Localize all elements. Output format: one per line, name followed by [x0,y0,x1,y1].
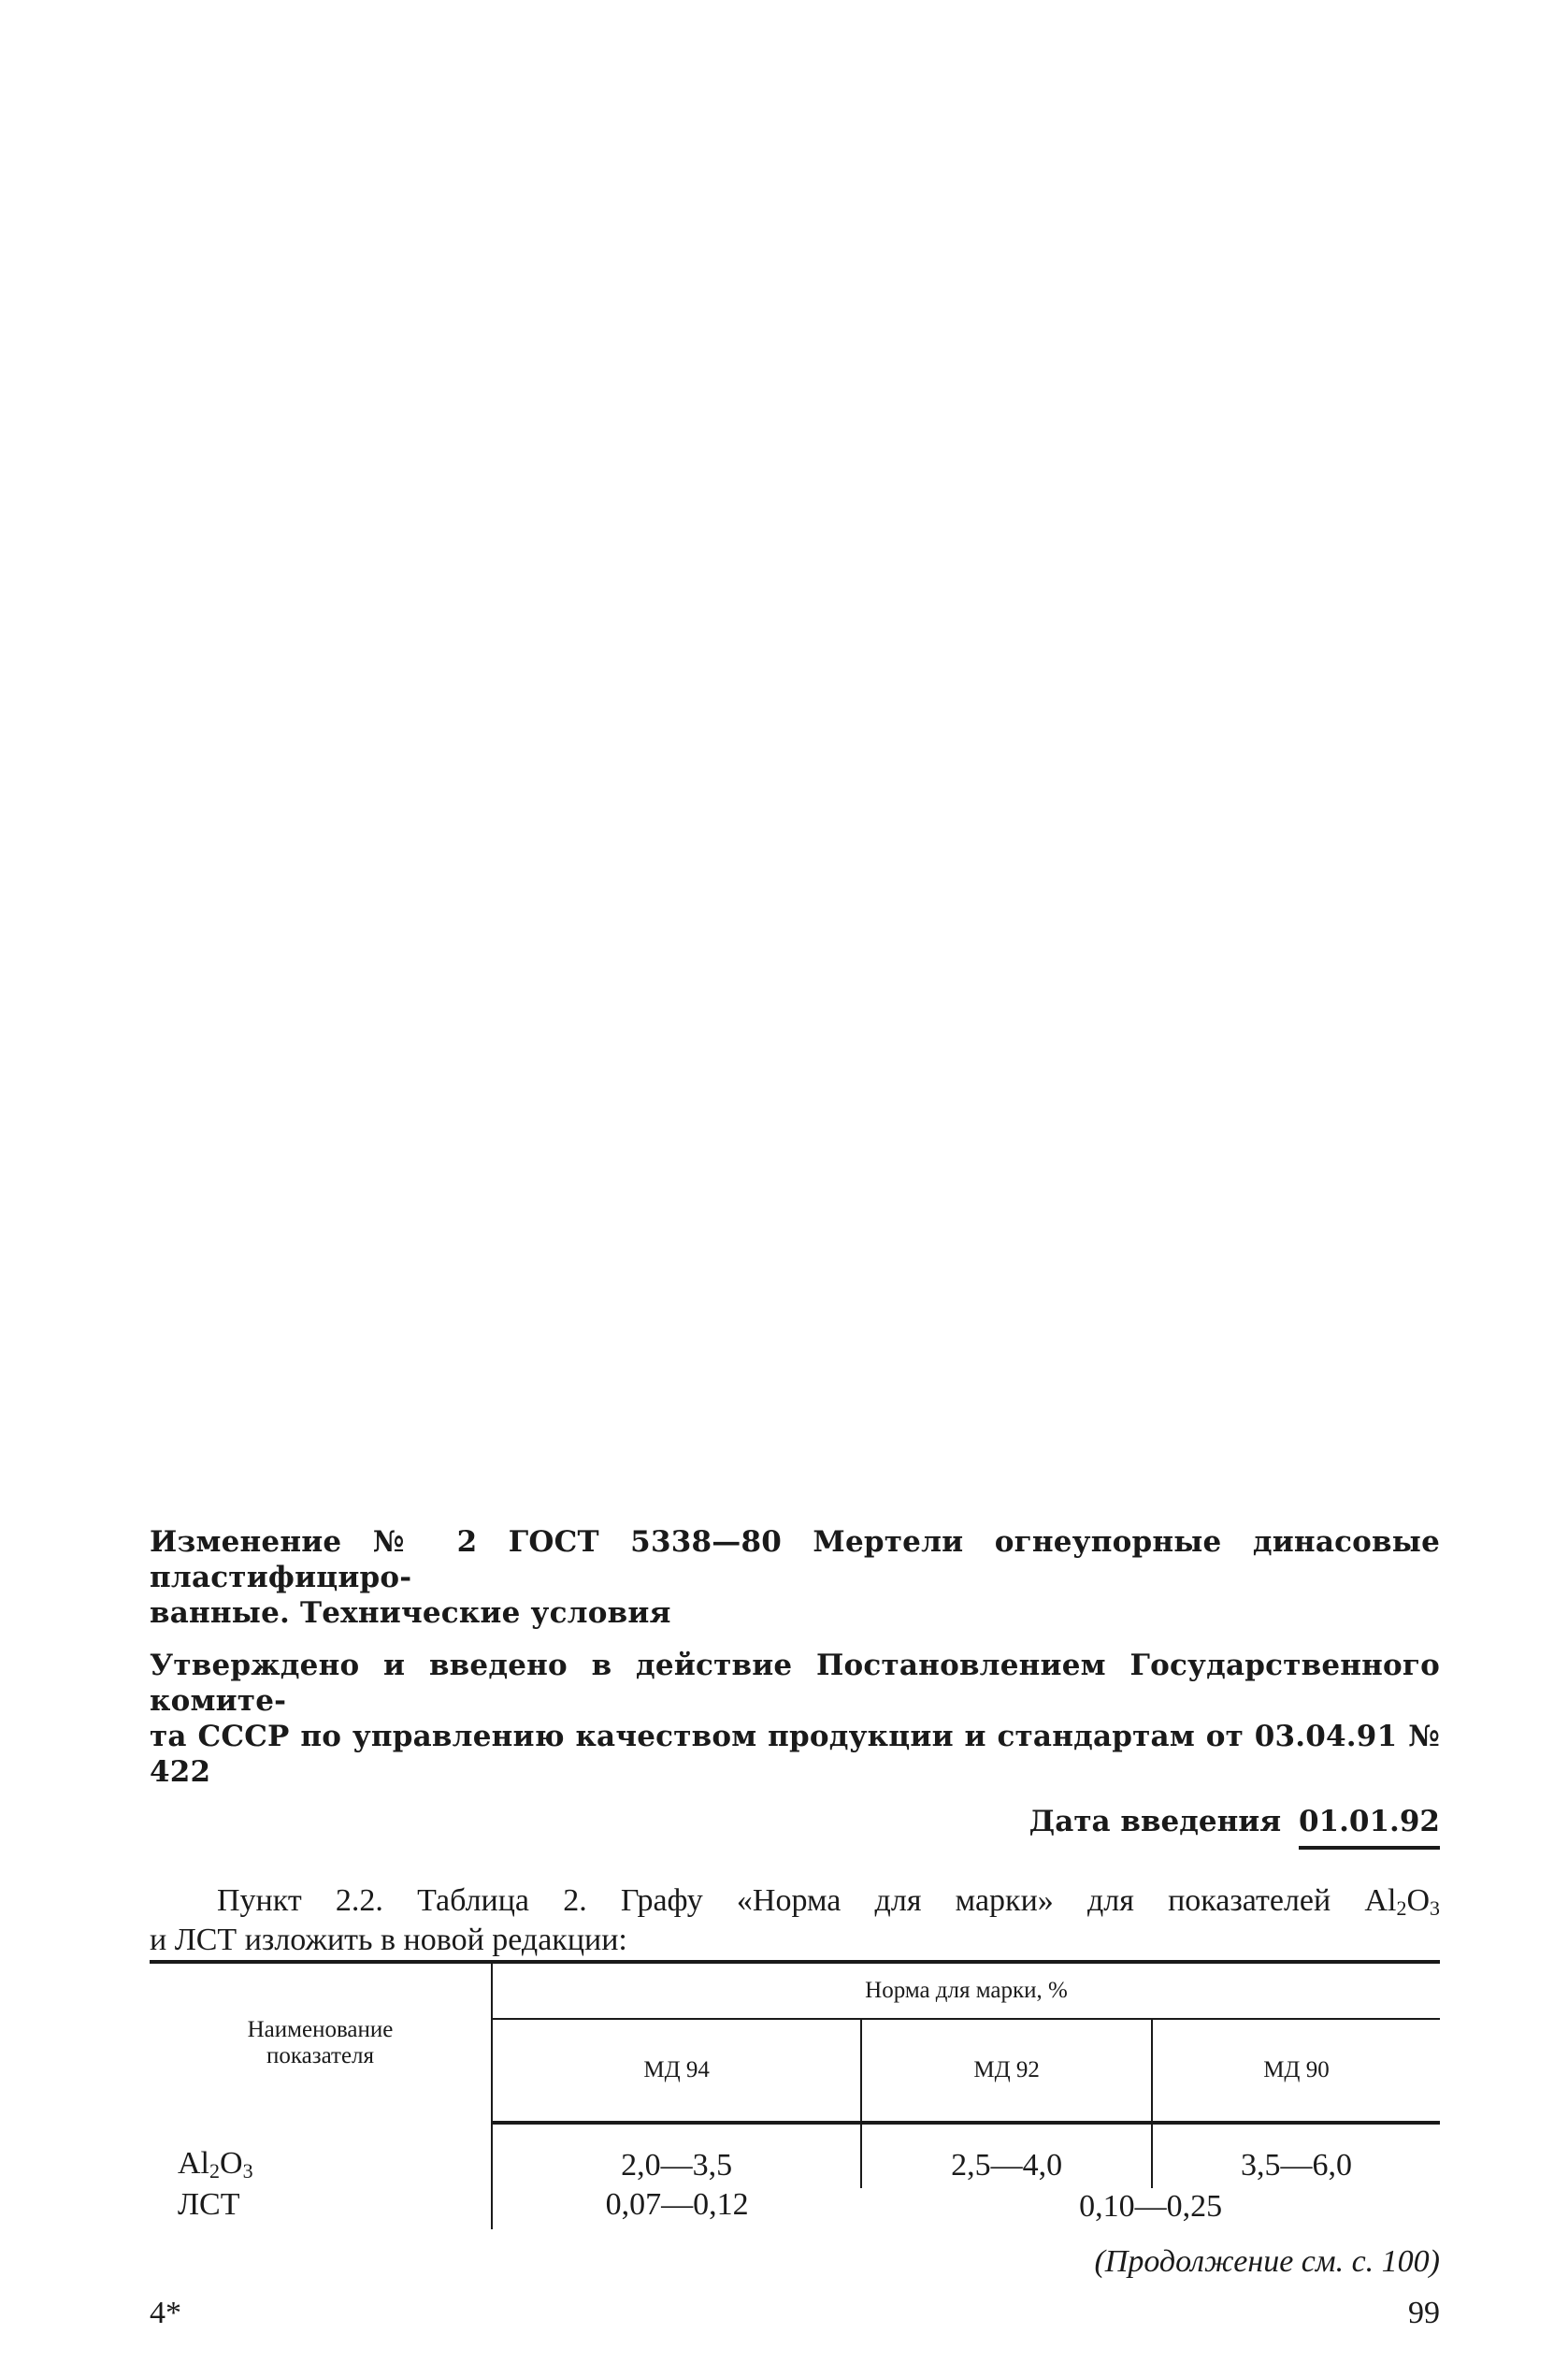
al2o3-md90-value: 3,5—6,0 [1152,2123,1440,2188]
continuation-note: (Продолжение см. с. 100) [1094,2244,1440,2279]
date-value: 01.01.92 [1299,1803,1440,1850]
norm-header: Норма для марки, % [492,1962,1440,2019]
indicator-name-header: Наименование показателя [150,1962,492,2123]
approved-line-2: та СССР по управлению качеством продукции и стандартам от 03.04.91 № 422 [150,1720,1440,1789]
title-line-1: Изменение № 2 ГОСТ 5338—80 Мертели огнеупорные динасовые пластифициро- [150,1525,1440,1594]
paragraph-line-2: и ЛСТ изложить в новой редакции: [150,1923,627,1957]
title-line-2: ванные. Технические условия [150,1596,671,1630]
row-name-al2o3: $Al_2O_3$ [150,2123,492,2188]
approved-line-1: Утверждено и введено в действие Постановлением Государственного комите- [150,1649,1440,1718]
signature-mark: 4* [150,2296,181,2330]
lst-md92-md90-value: 0,10—0,25 [1079,2189,1223,2224]
paragraph-line-1: Пункт 2.2. Таблица 2. Графу «Норма для марки» для показателей $Al_2O_3$ [217,1883,1440,1920]
al2o3-md92-value: 2,5—4,0 [861,2123,1152,2188]
date-label: Дата введения [1029,1805,1282,1838]
amendment-paragraph [150,1885,1440,1956]
mark-md92-header: МД 92 [861,2019,1152,2123]
amendment-title [150,1524,1440,1631]
norms-table [150,1960,1440,2229]
mark-md90-header: МД 90 [1152,2019,1440,2123]
row-name-lst: ЛСТ [150,2188,492,2229]
table-row [150,2123,1440,2188]
approval-statement [150,1648,1440,1790]
document-page [150,1524,1440,2280]
mark-md94-header: МД 94 [492,2019,861,2123]
effective-date [150,1803,1440,1850]
al2o3-md94-value: 2,0—3,5 [621,2148,733,2183]
table-row [150,2188,1440,2229]
page-number: 99 [1408,2296,1440,2330]
lst-md94-value: 0,07—0,12 [605,2187,749,2222]
